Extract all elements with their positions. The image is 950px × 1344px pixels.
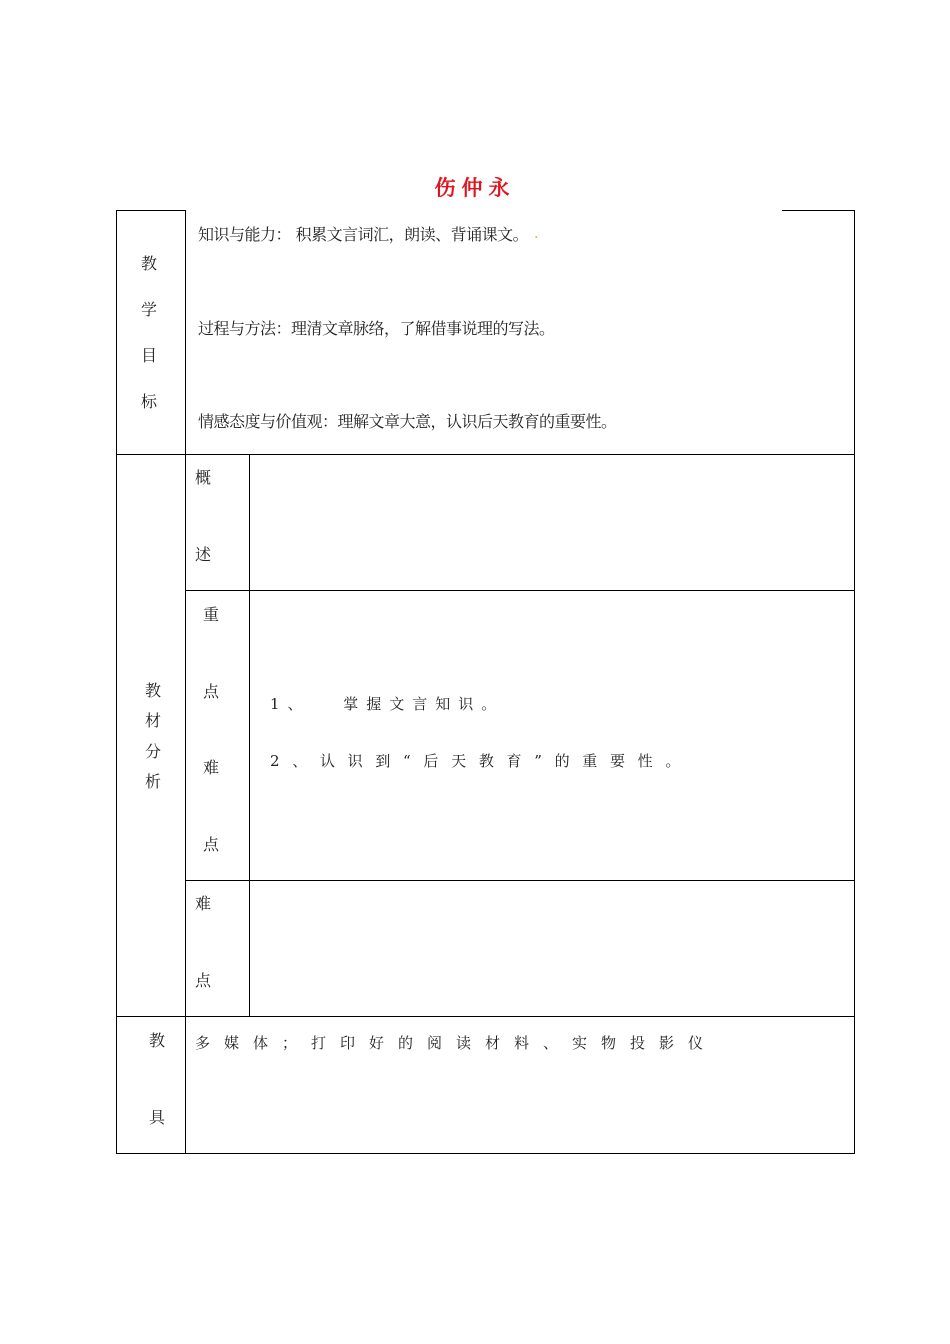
- decorative-dot: .: [534, 226, 539, 242]
- table-left-border: [116, 210, 117, 1154]
- table-top-border-right: [782, 210, 854, 211]
- difficult-label-char: 难: [195, 894, 212, 913]
- objectives-label-char: 标: [141, 392, 158, 411]
- row-divider-keypoints: [185, 880, 854, 881]
- objectives-label-char: 学: [141, 300, 158, 319]
- analysis-label-char: 析: [145, 772, 162, 791]
- table-bottom-border: [116, 1153, 854, 1154]
- analysis-label-char: 分: [145, 742, 162, 761]
- label-column-divider: [185, 210, 186, 1154]
- objective-knowledge: 知识与能力： 积累文言词汇，朗读、背诵课文。: [198, 225, 529, 244]
- keypoints-label-char: 点: [203, 835, 220, 854]
- keypoints-label-char: 难: [203, 758, 220, 777]
- table-right-border: [854, 210, 855, 1154]
- difficult-label-char: 点: [195, 971, 212, 990]
- document-title: 伤仲永: [434, 176, 516, 200]
- tools-label-char: 具: [149, 1108, 166, 1127]
- overview-label-char: 述: [195, 545, 212, 564]
- objectives-label-char: 目: [141, 346, 158, 365]
- tools-content: 多媒体；打印好的阅读材料、实物投影仪: [195, 1034, 718, 1052]
- row-divider-overview: [185, 590, 854, 591]
- objective-attitude: 情感态度与价值观：理解文章大意，认识后天教育的重要性。: [198, 412, 617, 431]
- objective-process: 过程与方法：理清文章脉络，了解借事说理的写法。: [198, 319, 555, 338]
- analysis-label-char: 教: [145, 681, 162, 700]
- row-divider-analysis: [116, 1016, 854, 1017]
- objectives-label-char: 教: [141, 254, 158, 273]
- keypoints-label-char: 点: [203, 682, 220, 701]
- overview-label-char: 概: [195, 468, 212, 487]
- analysis-label-char: 材: [145, 711, 162, 730]
- table-top-border: [116, 210, 185, 211]
- key-point-1: 1、 掌握文言知识。: [270, 695, 505, 713]
- row-divider-objectives: [116, 454, 854, 455]
- keypoints-label-char: 重: [203, 605, 220, 624]
- sublabel-column-divider: [249, 454, 250, 1017]
- tools-label-char: 教: [149, 1031, 166, 1050]
- key-point-2: 2、认识到“后天教育”的重要性。: [270, 752, 694, 770]
